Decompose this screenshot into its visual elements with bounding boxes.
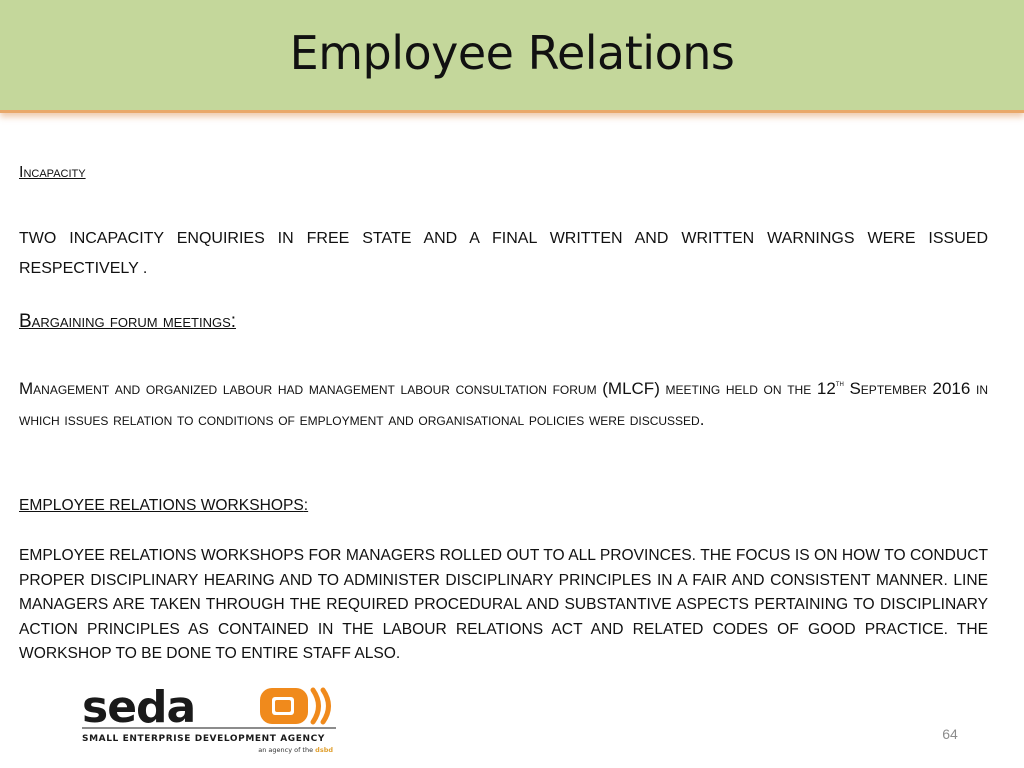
bargaining-heading-text: Bargaining forum meetings:	[19, 311, 237, 332]
bargaining-text-start: Management and organized labour had management labour consultation forum (MLCF) meeting held on the 12	[19, 379, 836, 398]
seda-full-name: SMALL ENTERPRISE DEVELOPMENT AGENCY	[82, 734, 325, 744]
seda-tagline-prefix: an agency of the	[258, 746, 316, 754]
slide-title: Employee Relations	[289, 26, 735, 80]
incapacity-paragraph: TWO INCAPACITY ENQUIRIES IN FREE STATE AND A FINAL WRITTEN AND WRITTEN WARNINGS WERE ISSUED RESPECTIVELY .	[19, 230, 988, 277]
bargaining-text-end: September 2016 in which issues relation to conditions of employment and organisational policies were discussed.	[19, 379, 988, 429]
seda-wordmark: seda	[82, 686, 196, 733]
workshops-heading-colon: :	[303, 497, 309, 514]
workshops-paragraph: EMPLOYEE RELATIONS WORKSHOPS FOR MANAGERS ROLLED OUT TO ALL PROVINCES. THE FOCUS IS ON HOW TO CONDUCT PROPER DISCIPLINARY HEARING AND TO ADMINISTER DISCIPLINARY PRINCIPLES IN A FAIR AND CONSISTENT MANNER. LINE MANAGERS ARE TAKEN THROUGH THE REQUIRED PROCEDURAL AND SUBSTANTIVE ASPECTS PERTAINING TO DISCIPLINARY ACTION PRINCIPLES AS CONTAINED IN THE LABOUR RELATIONS ACT AND RELATED CODES OF GOOD PRACTICE. THE WORKSHOP TO BE DONE TO ENTIRE STAFF ALSO.	[19, 547, 988, 662]
seda-tagline	[258, 746, 333, 754]
ordinal-suffix: th	[835, 378, 844, 388]
title-band	[0, 0, 1024, 113]
workshops-heading-text: EMPLOYEE RELATIONS WORKSHOPS	[19, 497, 304, 514]
bargaining-heading	[19, 311, 236, 333]
workshops-heading	[19, 497, 308, 515]
seda-tagline-org: dsbd	[315, 746, 333, 754]
incapacity-heading: Incapacity	[19, 164, 86, 181]
seda-emblem-icon	[260, 688, 329, 724]
seda-logo	[80, 686, 340, 756]
bargaining-paragraph	[19, 373, 988, 435]
page-number: 64	[942, 726, 958, 742]
